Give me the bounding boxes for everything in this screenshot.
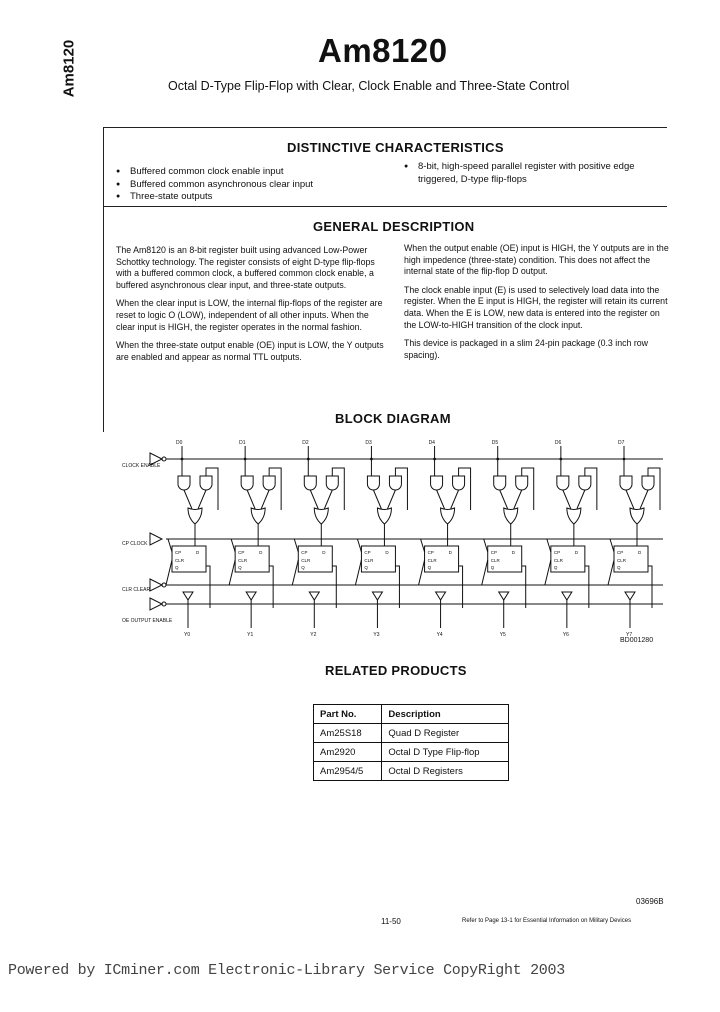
or-gate bbox=[188, 508, 202, 524]
feedback-line bbox=[648, 468, 660, 510]
junction-dot bbox=[244, 458, 247, 461]
feedback-line bbox=[269, 468, 281, 510]
clear-buffer bbox=[150, 579, 162, 591]
junction-dot bbox=[623, 458, 626, 461]
feedback-line bbox=[395, 468, 407, 510]
q-wire bbox=[395, 566, 399, 608]
or-gate bbox=[441, 508, 455, 524]
signal-label-clock-enable: CLOCK ENABLE bbox=[122, 463, 161, 469]
ff-label-cp: CP bbox=[427, 550, 434, 555]
ff-label-q: Q bbox=[553, 565, 558, 570]
output-label-y1: Y1 bbox=[247, 632, 254, 638]
and-gate bbox=[241, 476, 253, 490]
powered-by-footer: Powered by ICminer.com Electronic-Library Service CopyRight 2003 bbox=[8, 962, 565, 979]
or-gate bbox=[251, 508, 265, 524]
ff-label-clr: CLR bbox=[427, 558, 437, 563]
and-gate bbox=[389, 476, 401, 490]
frame-mid-rule bbox=[103, 206, 667, 207]
or-gate bbox=[567, 508, 581, 524]
feedback-line bbox=[206, 468, 218, 510]
clock-buffer bbox=[150, 533, 162, 545]
table-row bbox=[314, 762, 509, 781]
ff-label-cp: CP bbox=[490, 550, 497, 555]
ff-label-clr: CLR bbox=[553, 558, 563, 563]
related-heading: RELATED PRODUCTS bbox=[325, 663, 467, 678]
list-item: ● Buffered common asynchronous clear input bbox=[116, 179, 396, 192]
clear-wire bbox=[292, 560, 298, 585]
ff-label-d: D bbox=[511, 550, 515, 555]
distinctive-right-list bbox=[404, 161, 666, 186]
clock-wire bbox=[231, 539, 235, 552]
wire bbox=[310, 490, 318, 509]
clock-wire bbox=[610, 539, 614, 552]
ff-label-q: Q bbox=[427, 565, 432, 570]
wire bbox=[577, 490, 585, 509]
and-gate bbox=[642, 476, 654, 490]
feedback-line bbox=[459, 468, 471, 510]
junction-dot bbox=[370, 458, 373, 461]
clock-wire bbox=[484, 539, 488, 552]
signal-label-output-enable: OE OUTPUT ENABLE bbox=[122, 618, 173, 624]
and-gate bbox=[579, 476, 591, 490]
and-gate bbox=[431, 476, 443, 490]
and-gate bbox=[367, 476, 379, 490]
page-title: Am8120 bbox=[318, 32, 448, 69]
part-cell: Am2920 bbox=[314, 743, 382, 762]
ff-label-cp: CP bbox=[301, 550, 308, 555]
ff-label-d: D bbox=[196, 550, 200, 555]
junction-dot bbox=[181, 458, 184, 461]
ff-label-clr: CLR bbox=[238, 558, 248, 563]
input-label-d6: D6 bbox=[554, 440, 562, 446]
output-label-y5: Y5 bbox=[499, 632, 506, 638]
paragraph: When the three-state output enable (OE) input is LOW, the Y outputs are enabled and appear as normal TTL outputs. bbox=[116, 340, 384, 362]
clock-wire bbox=[168, 539, 172, 552]
ff-label-cp: CP bbox=[238, 550, 245, 555]
input-label-d1: D1 bbox=[239, 440, 246, 446]
ff-label-cp: CP bbox=[175, 550, 182, 555]
ff-label-q: Q bbox=[617, 565, 621, 570]
paragraph: When the clear input is LOW, the internal flip-flops of the register are reset to logic O (LOW), independent of all other inputs. When the clear input is HIGH, the register operates in the normal fashion. bbox=[116, 298, 383, 332]
and-gate bbox=[557, 476, 569, 490]
wire bbox=[324, 490, 332, 509]
wire bbox=[437, 490, 445, 509]
or-gate bbox=[504, 508, 518, 524]
wire bbox=[184, 490, 192, 509]
description-cell: Octal D Type Flip-flop bbox=[382, 743, 509, 762]
paragraph: When the output enable (OE) input is HIGH, the Y outputs are in the high impedence (three-state) condition. This does not affect the internal state of the flip-flop D output. bbox=[404, 243, 669, 277]
q-wire bbox=[269, 566, 273, 608]
and-gate bbox=[263, 476, 275, 490]
ff-label-cp: CP bbox=[553, 550, 561, 555]
general-heading: GENERAL DESCRIPTION bbox=[313, 219, 475, 234]
ff-label-q: Q bbox=[364, 565, 368, 570]
ff-label-d: D bbox=[448, 550, 452, 555]
ff-label-cp: CP bbox=[617, 550, 624, 555]
wire bbox=[198, 490, 206, 509]
output-label-y2: Y2 bbox=[310, 632, 317, 638]
input-label-d2: D2 bbox=[302, 440, 309, 446]
ff-label-d: D bbox=[322, 550, 326, 555]
block-diagram bbox=[108, 432, 668, 650]
ff-label-clr: CLR bbox=[364, 558, 374, 563]
general-right-column bbox=[404, 243, 670, 368]
tristate-buffer bbox=[183, 592, 193, 600]
clear-wire bbox=[166, 560, 172, 585]
ff-label-clr: CLR bbox=[301, 558, 311, 563]
clear-wire bbox=[419, 560, 425, 585]
or-gate bbox=[630, 508, 644, 524]
clear-wire bbox=[608, 560, 614, 585]
distinctive-heading: DISTINCTIVE CHARACTERISTICS bbox=[287, 140, 504, 155]
input-label-d4: D4 bbox=[428, 440, 435, 446]
signal-label-clock: CP CLOCK bbox=[122, 541, 148, 547]
and-gate bbox=[304, 476, 316, 490]
table-row bbox=[314, 724, 509, 743]
q-wire bbox=[648, 566, 652, 608]
q-wire bbox=[585, 566, 589, 608]
table-row bbox=[314, 743, 509, 762]
list-item: ● Three-state outputs bbox=[116, 191, 396, 204]
side-tab bbox=[58, 40, 82, 100]
output-label-y6: Y6 bbox=[562, 632, 569, 638]
list-item: ● Buffered common clock enable input bbox=[116, 166, 396, 179]
general-left-column bbox=[116, 245, 384, 370]
clock-wire bbox=[421, 539, 425, 552]
clock-wire bbox=[547, 539, 551, 552]
and-gate bbox=[620, 476, 632, 490]
junction-dot bbox=[559, 458, 562, 461]
military-note: Refer to Page 13-1 for Essential Information on Military Devices bbox=[462, 918, 632, 924]
wire bbox=[247, 490, 255, 509]
clear-wire bbox=[355, 560, 361, 585]
part-cell: Am25S18 bbox=[314, 724, 382, 743]
wire bbox=[451, 490, 459, 509]
junction-dot bbox=[307, 458, 310, 461]
clear-wire bbox=[482, 560, 488, 585]
and-gate bbox=[453, 476, 465, 490]
list-item: ● 8-bit, high-speed parallel register with positive edge triggered, D-type flip-flops bbox=[404, 161, 666, 186]
or-gate bbox=[377, 508, 391, 524]
ff-label-d: D bbox=[574, 550, 579, 555]
document-number: 03696B bbox=[636, 897, 664, 906]
ff-label-cp: CP bbox=[364, 550, 371, 555]
wire bbox=[500, 490, 508, 509]
ff-label-q: Q bbox=[238, 565, 242, 570]
frame-top-rule bbox=[103, 127, 667, 128]
frame-left-rule bbox=[103, 127, 104, 432]
q-wire bbox=[459, 566, 463, 608]
signal-label-clear: CLR CLEAR bbox=[122, 587, 151, 593]
description-cell: Quad D Register bbox=[382, 724, 509, 743]
q-wire bbox=[206, 566, 210, 608]
output-enable-buffer bbox=[150, 598, 162, 610]
ff-label-q: Q bbox=[175, 565, 179, 570]
distinctive-left-list bbox=[116, 166, 396, 204]
tristate-buffer bbox=[499, 592, 509, 600]
page-number: 11-50 bbox=[381, 917, 401, 926]
output-label-y3: Y3 bbox=[373, 632, 380, 638]
part-cell: Am2954/5 bbox=[314, 762, 382, 781]
wire bbox=[640, 490, 648, 509]
block-diagram-heading: BLOCK DIAGRAM bbox=[335, 411, 451, 426]
paragraph: This device is packaged in a slim 24-pin package (0.3 inch row spacing). bbox=[404, 338, 648, 360]
tristate-buffer bbox=[436, 592, 446, 600]
clear-wire bbox=[229, 560, 235, 585]
ff-label-clr: CLR bbox=[617, 558, 627, 563]
clear-wire bbox=[545, 560, 551, 585]
tristate-buffer bbox=[309, 592, 319, 600]
input-label-d0: D0 bbox=[176, 440, 183, 446]
tristate-buffer bbox=[246, 592, 256, 600]
junction-dot bbox=[433, 458, 436, 461]
column-header-part: Part No. bbox=[314, 705, 382, 724]
output-label-y4: Y4 bbox=[436, 632, 443, 638]
wire bbox=[387, 490, 395, 509]
tristate-buffer bbox=[372, 592, 382, 600]
feedback-line bbox=[585, 468, 597, 510]
output-label-y0: Y0 bbox=[184, 632, 191, 638]
and-gate bbox=[178, 476, 190, 490]
related-products-table bbox=[313, 704, 509, 781]
input-label-d7: D7 bbox=[618, 440, 625, 446]
ff-label-d: D bbox=[385, 550, 389, 555]
and-gate bbox=[326, 476, 338, 490]
ff-label-clr: CLR bbox=[490, 558, 500, 563]
feedback-line bbox=[332, 468, 344, 510]
wire bbox=[261, 490, 269, 509]
column-header-description: Description bbox=[382, 705, 509, 724]
feedback-line bbox=[522, 468, 534, 510]
diagram-reference: BD001280 bbox=[620, 637, 654, 644]
tristate-buffer bbox=[625, 592, 635, 600]
paragraph: The Am8120 is an 8-bit register built using advanced Low-Power Schottky technology. The register consists of eight D-type flip-flops with a buffered common clock, a buffered common clock enable, a buffered asynchronous clear input, and three-state outputs. bbox=[116, 245, 375, 290]
page-subtitle: Octal D-Type Flip-Flop with Clear, Clock Enable and Three-State Control bbox=[168, 79, 570, 93]
ff-label-d: D bbox=[259, 550, 263, 555]
and-gate bbox=[516, 476, 528, 490]
ff-label-q: Q bbox=[490, 565, 495, 570]
ff-label-q: Q bbox=[301, 565, 305, 570]
side-tab-label: Am8120 bbox=[60, 39, 78, 98]
table-header-row bbox=[314, 705, 509, 724]
q-wire bbox=[522, 566, 526, 608]
or-gate bbox=[314, 508, 328, 524]
q-wire bbox=[332, 566, 336, 608]
and-gate bbox=[494, 476, 506, 490]
wire bbox=[626, 490, 634, 509]
clock-wire bbox=[357, 539, 361, 552]
wire bbox=[514, 490, 522, 509]
ff-label-clr: CLR bbox=[175, 558, 185, 563]
paragraph: The clock enable input (E) is used to selectively load data into the register. When the E input is HIGH, the register will retain its current data. When the E is LOW, new data is entered into the register on the LOW-to-HIGH transition of the clock input. bbox=[404, 284, 668, 330]
input-label-d5: D5 bbox=[491, 440, 499, 446]
output-label-y7: Y7 bbox=[626, 632, 633, 638]
wire bbox=[373, 490, 381, 509]
clock-wire bbox=[294, 539, 298, 552]
wire bbox=[563, 490, 571, 509]
input-label-d3: D3 bbox=[365, 440, 372, 446]
ff-label-d: D bbox=[638, 550, 642, 555]
tristate-buffer bbox=[562, 592, 572, 600]
description-cell: Octal D Registers bbox=[382, 762, 509, 781]
junction-dot bbox=[496, 458, 499, 461]
and-gate bbox=[200, 476, 212, 490]
